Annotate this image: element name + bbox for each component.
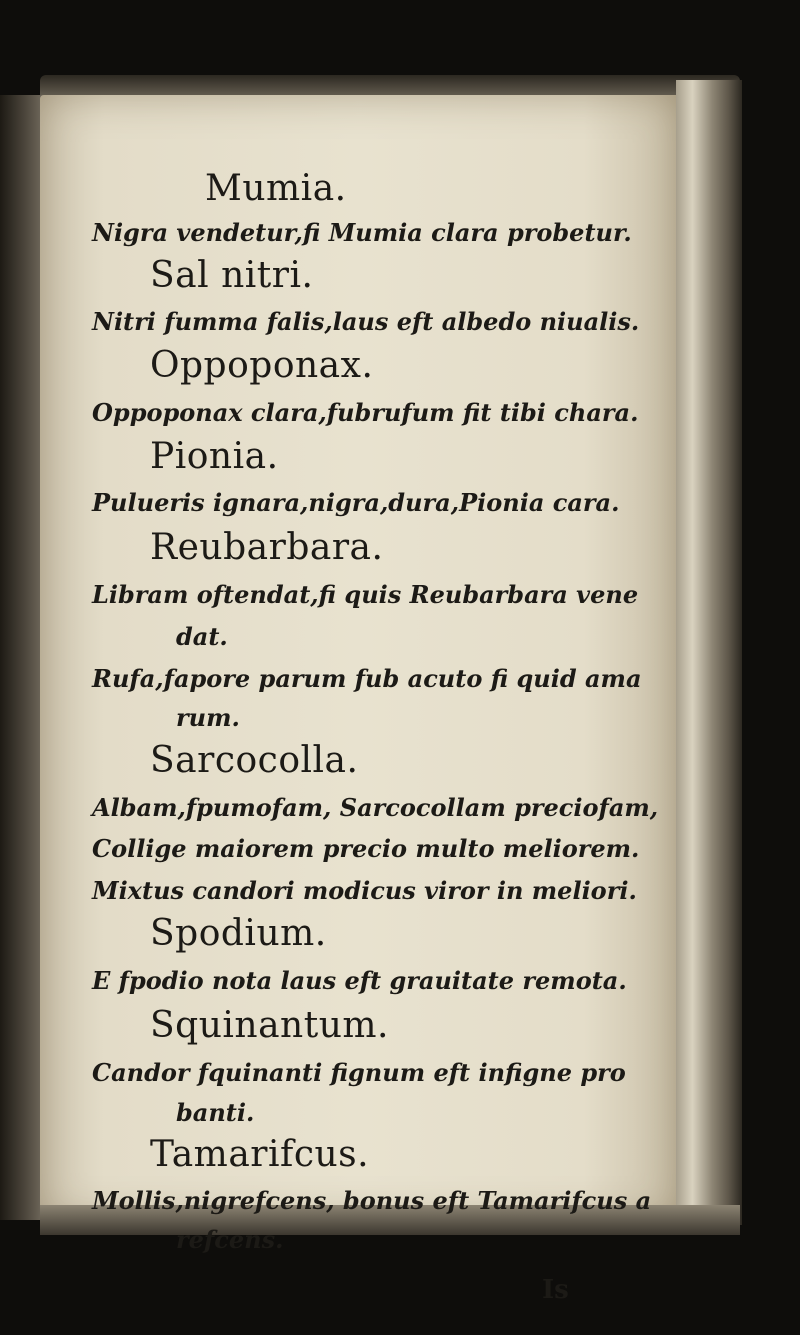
heading-sarcocolla: Sarcocolla. (150, 740, 359, 781)
verse-line: Albam,fpumofam, Sarcocollam preciofam, (92, 793, 659, 822)
heading-pionia: Pionia. (150, 436, 279, 477)
heading-tamariscus: Tamarifcus. (150, 1134, 370, 1175)
heading-squinantum: Squinantum. (150, 1005, 389, 1046)
verse-line: Nitri fumma falis,laus eft albedo niualis. (92, 307, 640, 336)
verse-line: Mixtus candori modicus viror in meliori. (92, 876, 637, 905)
verse-line: E fpodio nota laus eft grauitate remota. (92, 966, 627, 995)
verse-line: Mollis,nigrefcens, bonus eft Tamarifcus a (92, 1186, 652, 1215)
verse-line: Rufa,fapore parum fub acuto fi quid ama (92, 664, 642, 693)
heading-reubarbara: Reubarbara. (150, 527, 384, 568)
verse-line: Libram oftendat,fi quis Reubarbara vene (92, 580, 639, 609)
heading-mumia: Mumia. (205, 168, 347, 209)
catchword: Is (542, 1275, 569, 1305)
verse-line: Collige maiorem precio multo meliorem. (92, 834, 640, 863)
heading-spodium: Spodium. (150, 913, 327, 954)
heading-oppoponax: Oppoponax. (150, 345, 374, 386)
verse-line: rum. (176, 703, 240, 732)
verse-line: dat. (176, 622, 228, 651)
verse-line: refcens. (176, 1225, 284, 1254)
verse-line: Oppoponax clara,fubrufum fit tibi chara. (92, 398, 639, 427)
verse-line: banti. (176, 1098, 255, 1127)
verse-line: Candor fquinanti fignum eft infigne pro (92, 1058, 626, 1087)
verse-line: Pulueris ignara,nigra,dura,Pionia cara. (92, 488, 620, 517)
verse-line: Nigra vendetur,fi Mumia clara probetur. (92, 218, 632, 247)
heading-sal-nitri: Sal nitri. (150, 255, 314, 296)
